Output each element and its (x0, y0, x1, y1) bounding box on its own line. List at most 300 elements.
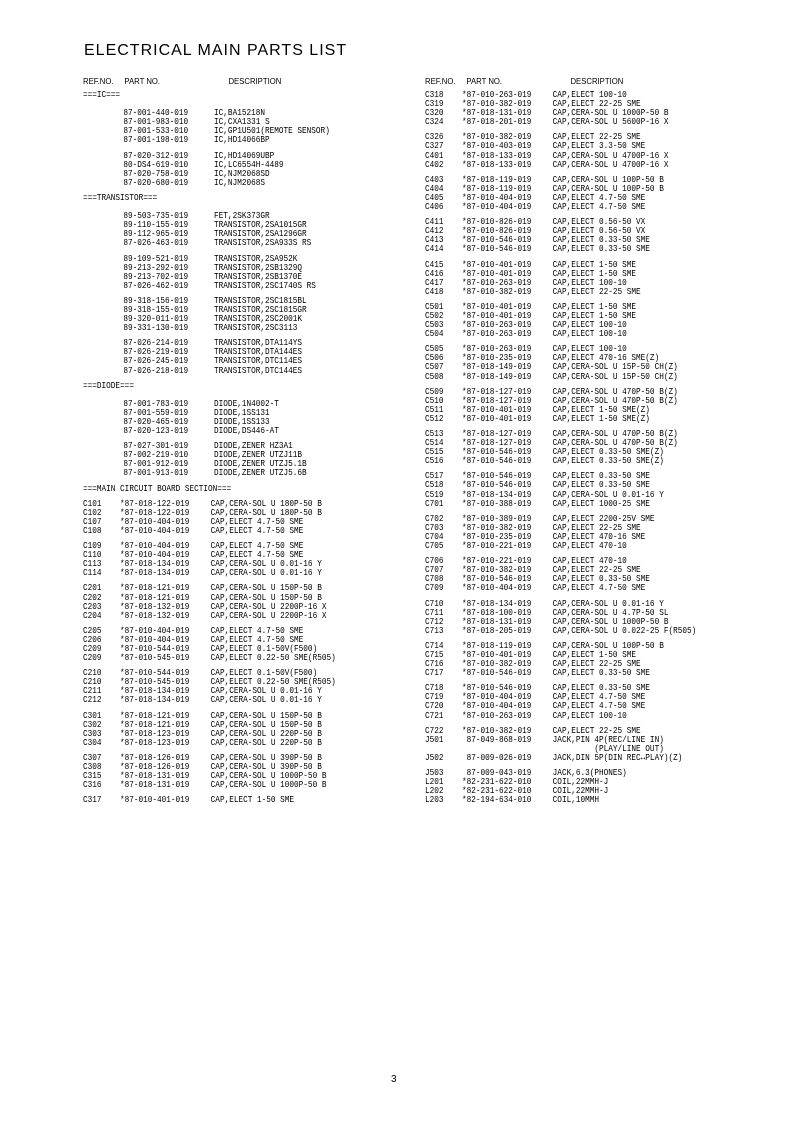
description: DIODE,ZENER UTZJ11B (214, 449, 303, 461)
description: CAP,ELECT 4.7-50 SME (210, 549, 304, 561)
ref-no: C210 (83, 676, 102, 688)
description: CAP,ELECT 470-16 SME(Z) (552, 352, 660, 364)
ref-no: L203 (425, 794, 444, 806)
ref-no (83, 305, 120, 314)
description: IC,NJM2068S (214, 176, 265, 188)
description: CAP,ELECT 0.1-50V(F500) (210, 642, 318, 654)
parts-list-left (83, 90, 384, 804)
part-no: 87-001-198-019 (123, 134, 189, 146)
ref-no: C720 (425, 700, 444, 712)
part-no: 89-213-702-019 (123, 270, 189, 282)
ref-no: J502 (425, 751, 444, 763)
ref-no (83, 408, 120, 417)
parts-row (83, 281, 336, 290)
parts-row (425, 287, 696, 296)
part-no: *87-018-132-019 (119, 609, 190, 621)
description: CAP,CERA-SOL U 150P-50 B (210, 709, 322, 721)
description: DIODE,DS446-AT (214, 425, 279, 437)
description: CAP,CERA-SOL U 1000P-50 B (552, 615, 669, 627)
parts-row (83, 314, 336, 323)
description: CAP,CERA-SOL U 470P-50 B(Z) (552, 394, 678, 406)
ref-no: C417 (425, 276, 444, 288)
ref-no (83, 254, 120, 263)
description: CAP,ELECT 22-25 SME (552, 564, 641, 576)
parts-row (83, 323, 336, 332)
ref-no: C212 (83, 694, 102, 706)
parts-row (83, 160, 336, 169)
ref-no (83, 178, 120, 187)
description: CAP,ELECT 100-10 (552, 89, 627, 100)
ref-no: J501 (425, 733, 444, 745)
part-no: *87-018-126-019 (119, 761, 190, 772)
description: CAP,CERA-SOL U 100P-50 B (552, 173, 664, 185)
part-no: *87-010-404-019 (461, 700, 532, 712)
ref-no: C210 (83, 667, 102, 679)
description: TRANSISTOR,DTC114ES (214, 355, 303, 367)
parts-row (83, 417, 336, 426)
part-no: 87-020-123-019 (123, 425, 189, 437)
part-no: *82-194-634-010 (461, 794, 532, 806)
ref-no: C412 (425, 225, 444, 237)
description: CAP,CERA-SOL U 0.01-16 Y (210, 567, 322, 579)
part-no: 87-002-219-010 (123, 449, 189, 461)
parts-column-right (425, 76, 748, 804)
ref-no: C418 (425, 285, 444, 297)
description: CAP,ELECT 100-10 (552, 343, 627, 355)
parts-list-right (425, 90, 748, 804)
parts-row (425, 244, 696, 253)
description: JACK,PIN 4P(REC/LINE IN) (552, 733, 664, 745)
part-no: *87-018-133-019 (461, 158, 532, 170)
part-no: *87-010-263-019 (461, 319, 532, 331)
ref-no (83, 263, 120, 272)
ref-no: C316 (83, 779, 102, 791)
ref-no: C204 (83, 609, 102, 621)
description: CAP,CERA-SOL U 0.01-16 Y (552, 488, 664, 500)
part-no-header: PART NO. (466, 76, 503, 86)
part-no: *87-010-401-019 (461, 403, 532, 415)
parts-row (425, 117, 696, 126)
description: DIODE,ZENER UTZJ5.1B (214, 458, 307, 470)
description: TRANSISTOR,2SA952K (214, 252, 298, 264)
ref-no: C711 (425, 606, 444, 618)
ref-no: C303 (83, 727, 102, 739)
part-no: *87-018-131-019 (119, 770, 190, 782)
ref-no: C514 (425, 437, 444, 449)
ref-no (83, 151, 120, 160)
ref-no: C510 (425, 394, 444, 406)
part-no: *87-010-401-019 (461, 412, 532, 424)
description: CAP,ELECT 22-25 SME (552, 658, 641, 670)
part-no: *87-018-126-019 (119, 751, 190, 763)
part-no: *87-010-544-019 (119, 642, 190, 654)
part-no: *87-018-134-019 (119, 567, 190, 579)
ref-no: C701 (425, 497, 444, 509)
ref-no: C506 (425, 352, 444, 364)
ref-no: C704 (425, 530, 444, 542)
ref-no: C109 (83, 540, 102, 552)
part-no: *87-018-119-019 (461, 173, 532, 185)
description: CAP,CERA-SOL U 100P-50 B (552, 639, 664, 651)
ref-no: C205 (83, 624, 102, 636)
part-no: *87-010-404-019 (461, 191, 532, 203)
ref-no: C515 (425, 446, 444, 458)
part-no: *87-010-546-019 (461, 470, 532, 482)
part-no: 87-027-301-019 (123, 440, 189, 452)
part-no: *87-010-826-019 (461, 225, 532, 237)
description: FET,2SK373GR (214, 210, 270, 222)
parts-row (83, 780, 336, 789)
description: CAP,ELECT 100-10 (552, 319, 627, 331)
part-no: *82-231-622-010 (461, 776, 532, 788)
ref-no: C415 (425, 258, 444, 270)
section-heading: ===MAIN CIRCUIT BOARD SECTION=== (83, 482, 232, 494)
part-no: *87-010-404-019 (119, 515, 190, 527)
description-header: DESCRIPTION (228, 76, 282, 86)
parts-row (83, 426, 336, 435)
description: CAP,ELECT 0.33-50 SME(Z) (552, 446, 664, 458)
ref-no: C101 (83, 497, 102, 509)
ref-no-header: REF.NO. (425, 76, 456, 86)
part-no: *87-018-132-019 (119, 600, 190, 612)
description: TRANSISTOR,2SC3113 (214, 322, 298, 334)
ref-no: C110 (83, 549, 102, 561)
part-no: *87-018-122-019 (119, 506, 190, 518)
description: CAP,ELECT 1-50 SME(Z) (552, 412, 650, 424)
description: CAP,CERA-SOL U 470P-50 B(Z) (552, 437, 678, 449)
ref-no: C511 (425, 403, 444, 415)
ref-no: C402 (425, 158, 444, 170)
part-no: *87-010-389-019 (461, 512, 532, 524)
part-no: *87-018-121-019 (119, 718, 190, 730)
description: CAP,ELECT 0.22-50 SME(R505) (210, 676, 336, 688)
ref-no: C516 (425, 455, 444, 467)
ref-no: C108 (83, 524, 102, 536)
description: IC,BA15218N (214, 107, 265, 119)
description: TRANSISTOR,2SA1015GR (214, 219, 307, 231)
description: CAP,ELECT 22-25 SME (552, 521, 641, 533)
ref-no: C406 (425, 201, 444, 213)
parts-row (83, 135, 336, 144)
ref-no (83, 459, 120, 468)
part-no: 80-DS4-619-010 (123, 158, 189, 170)
part-no: *87-010-545-019 (119, 676, 190, 688)
ref-no: C718 (425, 682, 444, 694)
parts-row (83, 611, 336, 620)
part-no: *87-018-149-019 (461, 361, 532, 373)
description: IC,CXA1331 S (214, 116, 270, 128)
description: JACK,6.3(PHONES) (552, 767, 627, 778)
ref-no: C319 (425, 98, 444, 110)
description: CAP,ELECT 4.7-50 SME (210, 633, 304, 645)
description: CAP,CERA-SOL U 0.01-16 Y (210, 685, 322, 697)
parts-row (425, 668, 696, 677)
ref-no: C716 (425, 658, 444, 670)
description: CAP,ELECT 22-25 SME (552, 285, 641, 297)
parts-row (83, 738, 336, 747)
description: CAP,CERA-SOL U 150P-50 B (210, 582, 322, 594)
part-no: 89-213-292-019 (123, 261, 189, 273)
ref-no: L201 (425, 776, 444, 788)
part-no: 87-026-218-019 (123, 364, 189, 376)
part-no: *87-018-134-019 (119, 558, 190, 570)
description: TRANSISTOR,DTA114YS (214, 337, 303, 349)
part-no: 87-001-533-010 (123, 125, 189, 137)
ref-no: C721 (425, 709, 444, 721)
description: CAP,CERA-SOL U 470P-50 B(Z) (552, 385, 678, 397)
ref-no: C703 (425, 521, 444, 533)
ref-no (83, 160, 120, 169)
description: CAP,CERA-SOL U 1000P-50 B (210, 779, 327, 791)
description: TRANSISTOR,DTA144ES (214, 346, 303, 358)
description: CAP,ELECT 1-50 SME (552, 648, 637, 660)
part-no: *87-010-545-019 (119, 652, 190, 664)
description: CAP,CERA-SOL U 390P-50 B (210, 751, 322, 763)
part-no: 87-026-214-019 (123, 337, 189, 349)
part-no: *87-018-134-019 (119, 694, 190, 706)
parts-row (425, 160, 696, 169)
ref-no (83, 211, 120, 220)
ref-no: C713 (425, 624, 444, 636)
description: CAP,CERA-SOL U 180P-50 B (210, 497, 322, 509)
description: CAP,ELECT 100-10 (552, 276, 627, 288)
part-no: *87-010-546-019 (461, 573, 532, 585)
ref-no: C324 (425, 116, 444, 128)
ref-no: C411 (425, 216, 444, 228)
part-no: *87-018-123-019 (119, 736, 190, 748)
description: CAP,ELECT 4.7-50 SME (552, 700, 646, 712)
ref-no: C307 (83, 751, 102, 763)
description: CAP,CERA-SOL U 2200P-16 X (210, 609, 327, 621)
description: CAP,ELECT 1-50 SME (552, 258, 637, 270)
description: CAP,CERA-SOL U 1000P-50 B (210, 770, 327, 782)
ref-no: C508 (425, 370, 444, 382)
description: CAP,ELECT 1-50 SME (552, 267, 637, 279)
part-no: *87-010-401-019 (461, 648, 532, 660)
description: COIL,10MMH (552, 794, 599, 806)
ref-no: C513 (425, 428, 444, 439)
ref-no: L202 (425, 785, 444, 797)
ref-no (83, 441, 120, 450)
parts-row (83, 169, 336, 178)
ref-no: C706 (425, 555, 444, 567)
part-no: *87-018-123-019 (119, 727, 190, 739)
part-no: 87-026-219-019 (123, 346, 189, 358)
part-no: *87-018-201-019 (461, 116, 532, 128)
description: CAP,CERA-SOL U 220P-50 B (210, 727, 322, 739)
section-heading: ===IC=== (83, 89, 121, 100)
ref-no (83, 338, 120, 347)
part-no: *87-010-546-019 (461, 234, 532, 246)
part-no: *87-010-263-019 (461, 343, 532, 355)
parts-row (83, 795, 336, 804)
part-no: *87-018-131-019 (461, 615, 532, 627)
part-no: *87-018-131-019 (119, 779, 190, 791)
part-no: 87-001-783-019 (123, 397, 189, 409)
description: CAP,ELECT 0.22-50 SME(R505) (210, 652, 336, 664)
ref-no: C708 (425, 573, 444, 585)
parts-row (83, 126, 336, 135)
part-no: *82-231-622-010 (461, 785, 532, 797)
part-no: *87-010-546-019 (461, 667, 532, 679)
part-no: *87-010-382-019 (461, 564, 532, 576)
ref-no: C211 (83, 685, 102, 697)
description: CAP,ELECT 4.7-50 SME (210, 624, 304, 636)
description: IC,LC6554H-4489 (214, 158, 284, 170)
description: CAP,ELECT 470-10 (552, 555, 627, 567)
section-heading: ===DIODE=== (83, 379, 134, 391)
ref-no: C405 (425, 191, 444, 203)
description: DIODE,ZENER UTZJ5.6B (214, 467, 307, 479)
parts-row (83, 178, 336, 187)
description: CAP,CERA-SOL U 4700P-16 X (552, 158, 669, 170)
part-no: *87-010-382-019 (461, 285, 532, 297)
part-no: *87-010-388-019 (461, 497, 532, 509)
part-no: 87-020-312-019 (123, 149, 189, 161)
part-no: *87-010-263-019 (461, 276, 532, 288)
description: CAP,CERA-SOL U 1000P-50 B (552, 107, 669, 119)
description: CAP,ELECT 100-10 (552, 328, 627, 340)
ref-no: C503 (425, 319, 444, 331)
ref-no: C709 (425, 582, 444, 594)
part-no: *87-018-134-019 (461, 488, 532, 500)
part-no: *87-010-404-019 (119, 524, 190, 536)
part-no: 89-331-130-019 (123, 322, 189, 334)
part-no: 87-001-913-019 (123, 467, 189, 479)
part-no: *87-010-404-019 (461, 691, 532, 703)
parts-row (83, 468, 336, 477)
part-no: *87-010-382-019 (461, 98, 532, 110)
ref-no: C702 (425, 512, 444, 524)
description: DIODE,ZENER HZ3A1 (214, 440, 293, 452)
parts-row (425, 329, 696, 338)
ref-no: C413 (425, 234, 444, 246)
part-no: *87-010-404-019 (461, 201, 532, 213)
part-no: 87-020-758-019 (123, 167, 189, 179)
ref-no: C327 (425, 140, 444, 152)
ref-no: C403 (425, 173, 444, 185)
ref-no: C202 (83, 591, 102, 603)
parts-row (425, 372, 696, 381)
ref-no: J503 (425, 767, 444, 778)
description: DIODE,1SS133 (214, 416, 270, 427)
description: CAP,ELECT 100-10 (552, 709, 627, 721)
part-no: *87-018-149-019 (461, 370, 532, 382)
ref-no: C501 (425, 300, 444, 312)
ref-no (83, 426, 120, 435)
description: CAP,CERA-SOL U 15P-50 CH(Z) (552, 370, 678, 382)
ref-no: C317 (83, 794, 102, 806)
description: CAP,ELECT 4.7-50 SME (552, 582, 646, 594)
description: IC,NJM2068SD (214, 167, 270, 179)
part-no: 89-320-011-019 (123, 313, 189, 325)
part-no: 87-020-465-019 (123, 416, 189, 427)
ref-no (83, 272, 120, 281)
description: CAP,ELECT 1-50 SME (210, 794, 295, 806)
description: CAP,ELECT 0.33-50 SME (552, 470, 650, 482)
description: CAP,CERA-SOL U 100P-50 B (552, 182, 664, 194)
ref-no: C722 (425, 724, 444, 736)
ref-no (83, 366, 120, 375)
description: DIODE,1N4002-T (214, 397, 279, 409)
part-no: *87-010-544-019 (119, 667, 190, 679)
description: CAP,CERA-SOL U 0.01-16 Y (210, 558, 322, 570)
part-no: *87-010-401-019 (461, 300, 532, 312)
part-no: *87-018-121-019 (119, 582, 190, 594)
ref-no: C707 (425, 564, 444, 576)
description: TRANSISTOR,2SB1370E (214, 270, 303, 282)
ref-no: C203 (83, 600, 102, 612)
description: COIL,22MMH-J (552, 785, 609, 797)
part-no: 89-109-521-019 (123, 252, 189, 264)
parts-row (425, 711, 696, 720)
ref-no: C519 (425, 488, 444, 500)
description: CAP,ELECT 2200-25V SME (552, 512, 655, 524)
ref-no: C712 (425, 615, 444, 627)
part-no: *87-010-382-019 (461, 658, 532, 670)
description: CAP,ELECT 4.7-50 SME (210, 524, 304, 536)
part-no: 87-001-559-019 (123, 406, 189, 418)
ref-no: C414 (425, 243, 444, 255)
part-no: *87-018-133-019 (461, 149, 532, 161)
description: CAP,CERA-SOL U 150P-50 B (210, 718, 322, 730)
ref-no (83, 399, 120, 408)
ref-no: C710 (425, 597, 444, 609)
part-no: *87-018-119-019 (461, 182, 532, 194)
part-no: *87-010-401-019 (119, 794, 190, 806)
ref-no: C206 (83, 633, 102, 645)
part-no: *87-010-404-019 (119, 633, 190, 645)
part-no: *87-010-382-019 (461, 724, 532, 736)
description: CAP,CERA-SOL U 5600P-16 X (552, 116, 669, 128)
description: CAP,ELECT 1-50 SME (552, 309, 637, 321)
description: COIL,22MMH-J (552, 776, 609, 788)
description: TRANSISTOR,2SC2001K (214, 313, 303, 325)
description: CAP,ELECT 0.33-50 SME(Z) (552, 455, 664, 467)
description: CAP,CERA-SOL U 15P-50 CH(Z) (552, 361, 678, 373)
description: CAP,ELECT 0.56-50 VX (552, 225, 646, 237)
ref-no: C416 (425, 267, 444, 279)
ref-no (83, 450, 120, 459)
part-no: *87-018-127-019 (461, 385, 532, 397)
description: CAP,ELECT 0.33-50 SME (552, 667, 650, 679)
description: CAP,CERA-SOL U 0.022-25 F(R505) (552, 624, 697, 636)
description: CAP,CERA-SOL U 390P-50 B (210, 761, 322, 772)
description: CAP,CERA-SOL U 4700P-16 X (552, 149, 669, 161)
parts-row (425, 795, 696, 804)
part-no: *87-010-404-019 (119, 540, 190, 552)
parts-row (425, 202, 696, 211)
description: CAP,ELECT 1-50 SME (552, 300, 637, 312)
part-no: *87-010-404-019 (119, 549, 190, 561)
part-no: *87-018-134-019 (461, 597, 532, 609)
ref-no (83, 169, 120, 178)
parts-row (83, 526, 336, 535)
description: CAP,ELECT 4.7-50 SME (210, 540, 304, 552)
ref-no: C404 (425, 182, 444, 194)
part-no: 87-026-462-019 (123, 279, 189, 291)
part-no: *87-010-382-019 (461, 521, 532, 533)
part-no: 87-026-245-019 (123, 355, 189, 367)
part-no: *87-010-221-019 (461, 555, 532, 567)
part-no: 87-009-043-019 (461, 767, 532, 778)
ref-no (83, 468, 120, 477)
part-no: *87-010-263-019 (461, 89, 532, 100)
ref-no: C107 (83, 515, 102, 527)
description: CAP,CERA-SOL U 470P-50 B(Z) (552, 428, 678, 439)
ref-no (83, 238, 120, 247)
parts-row (83, 238, 336, 247)
